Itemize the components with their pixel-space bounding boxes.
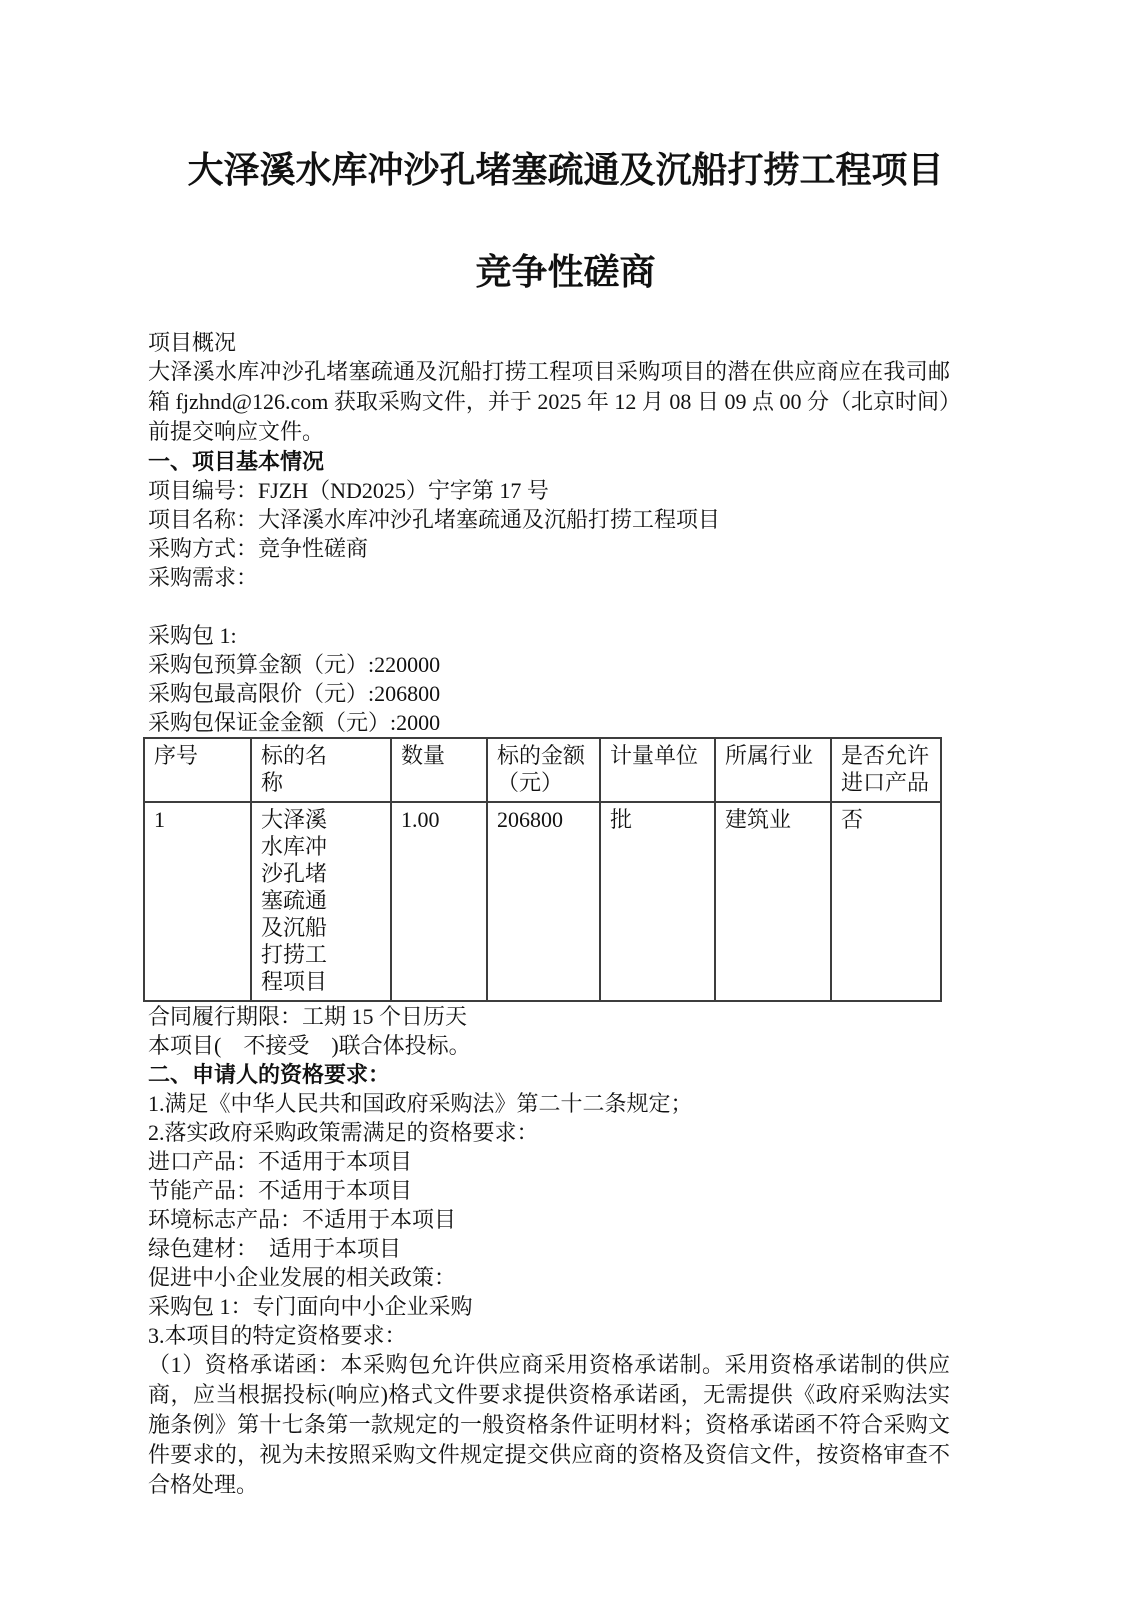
bid-table-cell: 否 xyxy=(831,802,941,1001)
text-line: 采购方式：竞争性磋商 xyxy=(148,536,369,561)
text-line: 3.本项目的特定资格要求： xyxy=(148,1323,407,1348)
text-line: 环境标志产品：不适用于本项目 xyxy=(148,1207,457,1232)
text-line: 采购包最高限价（元）:206800 xyxy=(148,681,441,706)
text-line: 项目名称：大泽溪水库冲沙孔堵塞疏通及沉船打捞工程项目 xyxy=(148,507,721,532)
text-line: 采购包 1: xyxy=(148,623,237,648)
document-body xyxy=(148,328,950,1500)
bid-table-header-cell: 计量单位 xyxy=(600,738,715,802)
bid-table-body xyxy=(144,802,941,1001)
bid-table-cell: 1.00 xyxy=(391,802,487,1001)
blank-line xyxy=(148,592,950,621)
text-line: 合同履行期限：工期 15 个日历天 xyxy=(148,1004,468,1029)
text-line: 绿色建材： 适用于本项目 xyxy=(148,1236,402,1261)
document-subtitle: 竞争性磋商 xyxy=(475,252,656,292)
text-line: 本项目( 不接受 )联合体投标。 xyxy=(148,1033,471,1058)
text-line: 采购包保证金金额（元）:2000 xyxy=(148,710,441,735)
bid-table-header-cell: 标的金额（元） xyxy=(487,738,600,802)
bid-table-header-cell: 是否允许进口产品 xyxy=(831,738,941,802)
qualification-section xyxy=(148,1002,950,1500)
intro-section xyxy=(148,328,950,737)
bid-table-header-cell: 序号 xyxy=(144,738,251,802)
text-line: 大泽溪水库冲沙孔堵塞疏通及沉船打捞工程项目采购项目的潜在供应商应在我司邮箱 fjzhnd@126.com 获取采购文件，并于 2025 年 12 月 08 日 09 点 00 分（北京时间）前提交响应文件。 xyxy=(148,359,950,444)
bid-table-header-cell: 所属行业 xyxy=(715,738,831,802)
text-line: 项目概况 xyxy=(148,330,237,355)
bid-table-cell: 大泽溪水库冲沙孔堵塞疏通及沉船打捞工程项目 xyxy=(251,802,391,1001)
text-line: 促进中小企业发展的相关政策： xyxy=(148,1265,457,1290)
bid-table-cell: 批 xyxy=(600,802,715,1001)
bid-table-cell: 206800 xyxy=(487,802,600,1001)
text-line: 项目编号：FJZH（ND2025）宁字第 17 号 xyxy=(148,478,549,503)
text-line: 采购包预算金额（元）:220000 xyxy=(148,652,441,677)
text-line: 1.满足《中华人民共和国政府采购法》第二十二条规定； xyxy=(148,1091,693,1116)
bid-table-cell: 1 xyxy=(144,802,251,1001)
text-line: 二、申请人的资格要求： xyxy=(148,1062,391,1087)
text-line: 采购包 1：专门面向中小企业采购 xyxy=(148,1294,473,1319)
bid-items-table xyxy=(143,737,942,1002)
text-line: 2.落实政府采购政策需满足的资格要求： xyxy=(148,1120,539,1145)
text-line: （1）资格承诺函：本采购包允许供应商采用资格承诺制。采用资格承诺制的供应商，应当根据投标(响应)格式文件要求提供资格承诺函，无需提供《政府采购法实施条例》第十七条第一款规定的一般资格条件证明材料；资格承诺函不符合采购文件要求的，视为未按照采购文件规定提交供应商的资格及资信文件，按资格审查不合格处理。 xyxy=(148,1352,950,1497)
text-line: 采购需求： xyxy=(148,565,259,590)
bid-table-cell: 建筑业 xyxy=(715,802,831,1001)
text-line: 一、项目基本情况 xyxy=(148,449,325,474)
text-line: 进口产品：不适用于本项目 xyxy=(148,1149,413,1174)
bid-table-row xyxy=(144,802,941,1001)
bid-table-header-cell: 标的名称 xyxy=(251,738,391,802)
document-title: 大泽溪水库冲沙孔堵塞疏通及沉船打捞工程项目 xyxy=(187,150,944,190)
text-line: 节能产品：不适用于本项目 xyxy=(148,1178,413,1203)
bid-table-header-row xyxy=(144,738,941,802)
bid-table-header-cell: 数量 xyxy=(391,738,487,802)
